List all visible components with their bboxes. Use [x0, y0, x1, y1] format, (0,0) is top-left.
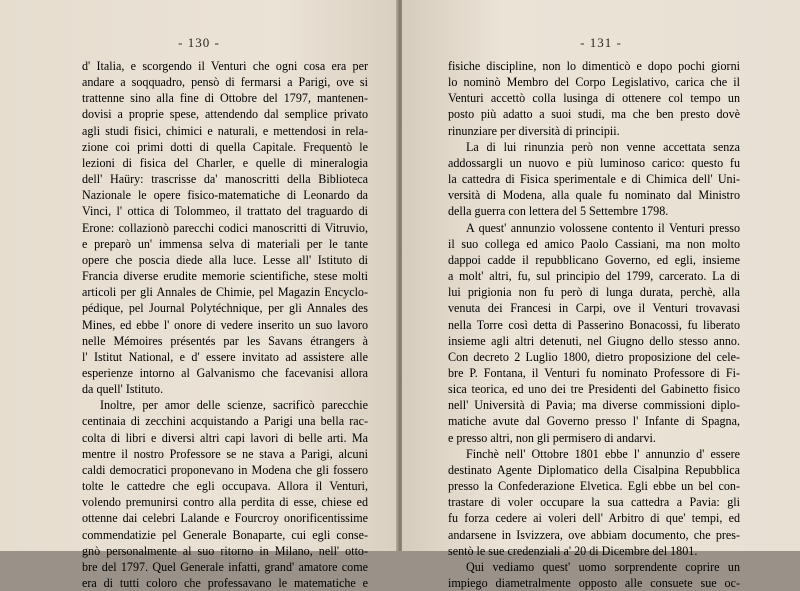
- text-line: destinato Agente Diplomatico della Cisalpina Repubblica: [448, 462, 740, 477]
- text-line: andarsene in Isvizzera, ove abbiam documento, che pres-: [448, 527, 740, 542]
- text-line: colta di libri e diversi altri capi lavori di belle arti. Ma: [82, 430, 368, 445]
- text-line: A quest' annunzio volossene contento il Venturi presso: [466, 220, 740, 235]
- text-line: la cattedra di Fisica sperimentale e di Chimica dell' Uni-: [448, 172, 740, 187]
- text-line: Vinci, l' ottica di Tolommeo, il trattato del traguardo di: [82, 204, 368, 219]
- text-line: matiche avute dal Governo presso l' Infante di Spagna,: [448, 414, 740, 429]
- text-line: a molt' altri, fu, sul principio del 1799, carcerato. La di: [448, 269, 740, 284]
- text-line: e preparò un' immensa selva di materiali per le tante: [82, 236, 368, 251]
- text-line: Con decreto 2 Luglio 1800, dietro proposizione del cele-: [448, 349, 740, 364]
- right-page-body: [448, 58, 740, 591]
- text-line: trastare di voler occupare la sua cattedra a Pavia: gli: [448, 495, 740, 510]
- text-line: d' Italia, e scorgendo il Venturi che ogni cosa era per: [82, 59, 368, 73]
- text-line: nelle Mémoires présentés par les Savans étrangers à: [82, 333, 368, 348]
- text-line: agli studi fisici, chimici e naturali, e mettendosi in rela-: [82, 123, 368, 138]
- text-line: fu forza cedere ai voleri dell' Arbitro di que' tempi, ed: [448, 511, 740, 526]
- text-line: dell' Haüry: trascrisse da' manoscritti della Biblioteca: [82, 172, 368, 187]
- text-line: lui prigionia non fu però di lunga durata, perchè, alla: [448, 285, 740, 300]
- left-page-number: - 130 -: [178, 35, 220, 50]
- text-line: gnò personalmente al suo ritorno in Milano, nell' otto-: [82, 543, 368, 558]
- text-line: zione coi primi dotti di quella Capitale. Frequentò le: [82, 139, 368, 154]
- text-line: Venturi accettò colla lusinga di ottenere col tempo un: [448, 91, 740, 106]
- text-line: andare a soqquadro, pensò di fermarsi a Parigi, ove si: [82, 75, 368, 90]
- text-line: nell' Università di Pavia; ma diverse commissioni diplo-: [448, 398, 740, 413]
- right-page-number: - 131 -: [580, 35, 622, 50]
- text-line: ottenne dai celebri Lalande e Fourcroy onorificentissime: [82, 511, 368, 526]
- text-line: l' Istitut National, e d' essere invitato ad assistere alle: [82, 349, 368, 364]
- text-line: fisiche discipline, non lo dimenticò e dopo pochi giorni: [448, 59, 740, 73]
- text-line: Finchè nell' Ottobre 1801 ebbe l' annunzio d' essere: [466, 446, 740, 461]
- text-line: Qui vediamo quest' uomo sorprendente coprire un: [466, 559, 740, 574]
- text-line: trattenne sino alla fine di Ottobre del 1797, mantenen-: [82, 91, 368, 106]
- text-line: era di tutti coloro che professavano le matematiche e: [82, 576, 368, 590]
- text-line: articoli per gli Annales de Chimie, pel Magazin Encyclo-: [82, 285, 368, 300]
- text-line: caldi democratici proponevano in Modena che gli fossero: [82, 462, 368, 477]
- text-line: tolte le cattedre che egli occupava. Allora il Venturi,: [82, 479, 368, 494]
- text-line: e presso altri, non gli permisero di andarvi.: [448, 430, 656, 445]
- text-line: lezioni di fisica del Charler, e quelle di mineralogia: [82, 155, 368, 170]
- text-line: il suo collega ed amico Paolo Cassiani, ma non molto: [448, 236, 740, 251]
- text-line: presso la Confederazione Elvetica. Egli ebbe un bel con-: [448, 479, 740, 494]
- text-line: Francia diverse erudite memorie scientifiche, stese molti: [82, 269, 368, 284]
- text-line: mentre il nostro Professore se ne stava a Parigi, alcuni: [82, 446, 368, 461]
- text-line: versità di Modena, alla quale fu nominato dal Ministro: [448, 188, 740, 203]
- text-line: rinunziare per diversità di principii.: [448, 123, 620, 138]
- text-line: impiego diametralmente opposto alle consuete sue oc-: [448, 576, 740, 590]
- text-line: della guerra con lettera del 5 Settembre 1798.: [448, 204, 669, 219]
- text-line: bre del 1797. Quel Generale infatti, grand' amatore come: [82, 559, 368, 574]
- text-line: esperienze intorno al Galvanismo che facevanisi allora: [82, 365, 368, 380]
- left-page-body: [82, 58, 368, 591]
- text-line: Erone: collazionò parecchi codici manoscritti di Vitruvio,: [82, 220, 368, 235]
- text-line: insieme agli altri detenuti, nel Giugno dello stesso anno.: [448, 333, 740, 348]
- text-line: dovisi a proprie spese, attendendo dal semplice privato: [82, 107, 368, 122]
- text-line: volendo premunirsi contro alla perdita di esse, chiese ed: [82, 495, 368, 510]
- text-line: Nazionale le opere fisico-matematiche di Leonardo da: [82, 188, 368, 203]
- text-line: posto più adatto a suoi studi, ma che ben presto dovè: [448, 107, 740, 122]
- text-line: venuta dei Francesi in Carpi, ove il Venturi trovavasi: [448, 301, 740, 316]
- text-line: addossargli un nuovo e più luminoso carico: questo fu: [448, 155, 740, 170]
- text-line: Mines, ed ebbe l' onore di vedere inserito un suo lavoro: [82, 317, 368, 332]
- text-line: dappoi cadde il repubblicano Governo, ed egli, insieme: [448, 252, 740, 267]
- text-line: nella Torre così detta di Passerino Bonacossi, fu liberato: [448, 317, 740, 332]
- text-line: da quell' Istituto.: [82, 382, 164, 397]
- text-line: centinaia di zecchini acquistando a Parigi una bella rac-: [82, 414, 368, 429]
- text-line: sentò le sue credenziali a' 20 di Dicembre del 1801.: [448, 543, 698, 558]
- text-line: commendatizie pel Generale Bonaparte, cui egli conse-: [82, 527, 368, 542]
- text-line: lo nominò Membro del Corpo Legislativo, carica che il: [448, 75, 740, 90]
- text-line: opere che poscia diede alla luce. Lesse all' Istituto di: [82, 252, 368, 267]
- text-line: bre P. Fontana, il Venturi fu nominato Professore di Fi-: [448, 365, 740, 380]
- text-line: Inoltre, per amor delle scienze, sacrificò parecchie: [100, 398, 368, 413]
- text-line: La di lui rinunzia però non venne accettata senza: [466, 139, 740, 154]
- text-line: pédique, pel Journal Polytéchnique, per gli Annales des: [82, 301, 368, 316]
- text-line: sica teorica, ed uno dei tre Presidenti del Gabinetto fisico: [448, 382, 740, 397]
